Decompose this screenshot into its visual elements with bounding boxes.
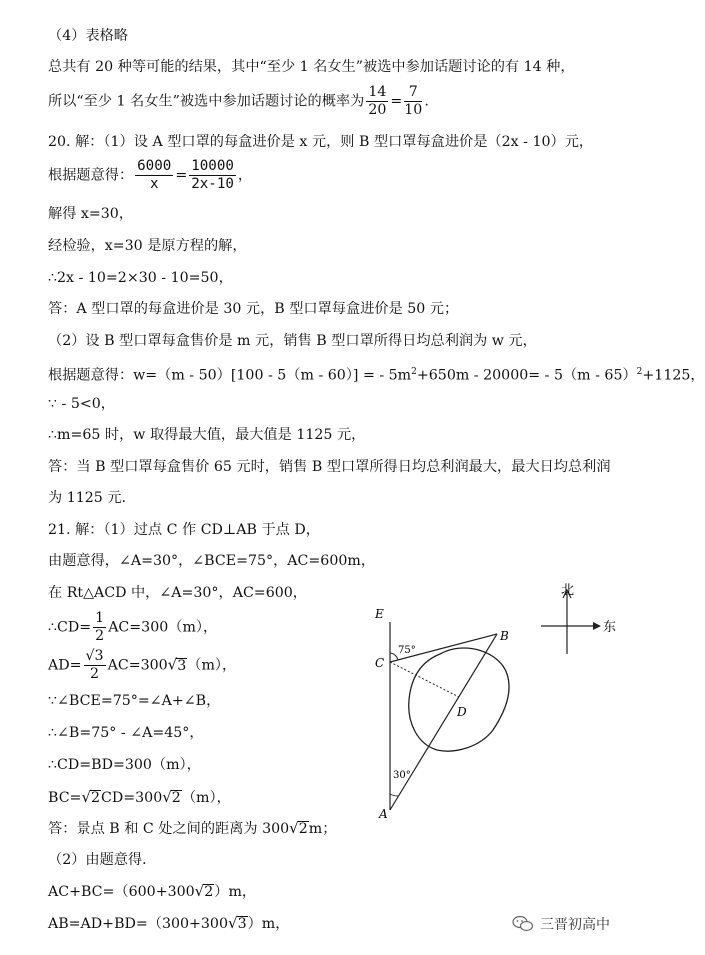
line-check: 经检验，x=30 是原方程的解，: [48, 238, 247, 254]
label-b: B: [500, 629, 509, 643]
line-given: 由题意得，∠A=30°，∠BCE=75°，AC=600m，: [48, 553, 376, 569]
sqrt-icon: √: [194, 882, 205, 900]
prob-end: .: [424, 93, 429, 110]
ad-pre: AD=: [48, 657, 82, 674]
cd-post: AC=300（m），: [108, 619, 218, 636]
segment-cd-dashed: [390, 662, 459, 697]
line-ab: [48, 914, 289, 933]
line-q20-part2: （2）设 B 型口罩每盒售价是 m 元，销售 B 型口罩所得日均总利润为 w 元，: [48, 333, 537, 349]
prob-frac2-num: 7: [404, 84, 422, 102]
line-answer-3: [48, 819, 336, 838]
profit-c: +1125，: [642, 367, 705, 384]
line-answer-1: 答：A 型口罩的每盒进价是 30 元，B 型口罩每盒进价是 50 元；: [48, 301, 459, 317]
line-total-outcomes: 总共有 20 种等可能的结果，其中“至少 1 名女生”被选中参加话题讨论的有 14 种，: [48, 59, 575, 75]
prob-fraction-2: [404, 84, 422, 119]
watermark-text: 三晋初高中: [540, 917, 610, 933]
ad-fraction: [84, 648, 106, 683]
eq-fraction-1: [135, 158, 173, 193]
prob-text: 所以“至少 1 名女生”被选中参加话题讨论的概率为: [48, 93, 365, 110]
line-angle-sum: ∵∠BCE=75°=∠A+∠B，: [48, 693, 221, 709]
label-d: D: [457, 705, 467, 719]
cd-pre: ∴CD=: [48, 619, 92, 636]
angle-arc-75: [390, 653, 398, 660]
prob-frac2-den: 10: [404, 102, 423, 118]
cd-frac-den: 2: [95, 628, 105, 644]
sqrt-icon: √: [167, 655, 178, 674]
ans3-radicand: 2: [298, 821, 308, 837]
ans3-pre: 答：景点 B 和 C 处之间的距离为 300: [48, 821, 290, 837]
bc-pre: BC=: [48, 790, 82, 806]
acbc-post: ）m，: [214, 884, 257, 900]
line-q21-setup: 21. 解：（1）过点 C 作 CD⊥AB 于点 D，: [48, 522, 320, 538]
ab-pre: AB=AD+BD=（300+300: [48, 916, 228, 932]
sqrt-icon: √: [81, 788, 91, 806]
eq-end: ，: [237, 167, 253, 184]
label-a: A: [379, 807, 388, 821]
line-bc: [48, 788, 231, 807]
ad-radicand: 3: [177, 657, 187, 674]
prob-frac1-num: 14: [368, 84, 387, 100]
profit-b: +650m - 20000= - 5（m - 65）: [416, 367, 637, 384]
bc-radicand-2: 2: [171, 790, 181, 806]
sqrt-icon: √: [228, 914, 238, 932]
line-ad: [48, 648, 236, 683]
ad-mid: AC=300: [107, 657, 168, 674]
lake-outline: [409, 648, 509, 751]
segment-ab: [390, 634, 497, 810]
label-e: E: [375, 607, 384, 621]
line-ac-bc: [48, 882, 256, 901]
eq-frac1-num: 6000: [137, 158, 172, 174]
line-answer-2a: 答：当 B 型口罩每盒售价 65 元时，销售 B 型口罩所得日均总利润最大，最大日均总利润: [48, 459, 611, 475]
ad-post: （m），: [187, 657, 237, 674]
eq-text: 根据题意得：: [48, 167, 134, 184]
profit-sup-2: 2: [636, 367, 643, 377]
line-answer-2b: 为 1125 元．: [48, 490, 136, 506]
line-table-omitted: （4）表格略: [48, 28, 128, 44]
line-since-negative: ∵ - 5<0，: [48, 396, 115, 412]
compass-diagram: [535, 582, 615, 662]
line-cd-bd: ∴CD=BD=300（m），: [48, 757, 201, 773]
label-c: C: [375, 656, 385, 670]
east-arrow-icon: [593, 622, 601, 630]
line-cd: [48, 610, 217, 645]
line-q20-setup: 20. 解：（1）设 A 型口罩的每盒进价是 x 元，则 B 型口罩每盒进价是（2x - 10）元，: [48, 134, 594, 150]
cd-frac-num: 1: [95, 610, 105, 626]
geometry-figure: [365, 582, 530, 822]
acbc-pre: AC+BC=（600+300: [48, 884, 195, 900]
line-max-value: ∴m=65 时，w 取得最大值，最大值是 1125 元，: [48, 427, 366, 443]
bc-mid: CD=300: [101, 790, 163, 806]
compass-north-label: 北: [561, 583, 575, 598]
eq-equals: =: [175, 167, 188, 184]
ab-radicand: 3: [237, 916, 247, 932]
line-right-triangle: 在 Rt△ACD 中，∠A=30°，AC=600，: [48, 585, 307, 601]
line-solve-x: 解得 x=30，: [48, 206, 134, 222]
line-probability: [48, 84, 429, 119]
ad-frac-num: √3: [85, 648, 104, 664]
line-angle-b: ∴∠B=75° - ∠A=45°，: [48, 725, 204, 741]
eq-frac2-num: 10000: [191, 158, 234, 174]
angle-label-75: 75°: [398, 645, 416, 656]
cd-fraction: [93, 610, 106, 645]
prob-equals: =: [390, 93, 403, 110]
bc-post: （m），: [181, 790, 231, 806]
acbc-radicand: 2: [204, 884, 214, 900]
angle-label-30: 30°: [393, 770, 411, 781]
angle-arc-30: [390, 794, 398, 796]
profit-sup-1: 2: [411, 367, 417, 377]
ad-frac-den: 2: [90, 666, 100, 682]
line-compute-b: ∴2x - 10=2×30 - 10=50，: [48, 270, 233, 286]
ans3-post: m；: [308, 821, 337, 837]
line-part2-given: （2）由题意得．: [48, 852, 157, 868]
compass-east-label: 东: [603, 620, 617, 635]
eq-frac1-den: x: [149, 176, 159, 192]
profit-a: 根据题意得：w=（m - 50）[100 - 5（m - 60）] = - 5m: [48, 367, 412, 384]
line-q20-equation: [48, 158, 252, 193]
sqrt-icon: √: [289, 819, 299, 837]
wechat-logo-icon: [512, 915, 534, 933]
eq-fraction-2: [189, 158, 236, 193]
watermark: [512, 914, 610, 934]
prob-fraction-1: [366, 84, 388, 119]
line-profit-function: [48, 363, 705, 385]
bc-radicand-1: 2: [91, 790, 101, 806]
ab-post: ）m，: [247, 916, 290, 932]
sqrt-icon: √: [162, 788, 172, 806]
eq-frac2-den: 2x-10: [191, 176, 234, 192]
prob-frac1-den: 20: [368, 102, 387, 118]
